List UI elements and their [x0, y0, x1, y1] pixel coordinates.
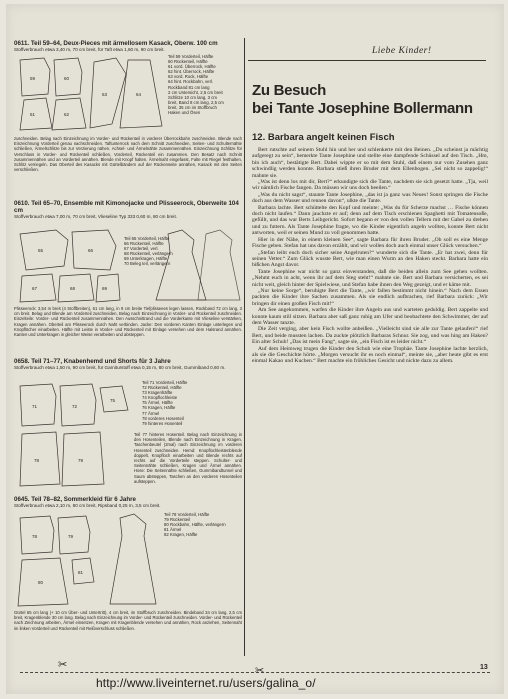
svg-text:61: 61	[30, 112, 36, 117]
story-paragraph: Bert rutschte auf seinem Stuhl hin und her und schlenkerte mit den Beinen. „Du scheinst ja mächtig aufgeregt zu sein“, bemerkte Tante Josephine und stellte eine dampfende Schüssel auf den Tisch. „Hm, bin ich auch“, bestätigte Bert. Dabei wippte er so mit dem Stuhl, daß einem nur vom Zusehen ganz schwindlig werden konnte. Barbara stieß ihren Bruder mit dem Ellenbogen. „Sei nicht so zappelig!“ mahnte sie.	[252, 147, 488, 179]
svg-text:60: 60	[64, 76, 70, 81]
pattern-legend-0645: Teil 78 Vorderteil, Hälfte 79 Rückenteil 80 Rockbahn, Hälfte, verlängern 81 Ärmel 82 Kragen, Hälfte	[164, 512, 226, 538]
pattern-diagram-0611	[16, 54, 166, 132]
pattern-section-0611	[14, 40, 242, 173]
svg-text:66: 66	[88, 248, 94, 253]
pattern-diagram-0658	[16, 380, 136, 490]
svg-text:62: 62	[64, 112, 70, 117]
svg-text:72: 72	[72, 404, 78, 409]
pattern-section-0610	[14, 200, 242, 338]
svg-text:65: 65	[38, 248, 44, 253]
section-title: 0658. Teil 71–77, Knabenhemd und Shorts für 3 Jahre	[14, 358, 171, 365]
story-paragraph: Am See angekommen, warfen die Kinder ihre Angeln aus und warteten geduldig. Bert zappelte und konnte kaum still sitzen. Barbara aber saß ganz ruhig am Ufer und beobachtete den Schwimmer, der auf dem Wasser tanzte.	[252, 307, 488, 326]
story-paragraph: Die Zeit verging, aber kein Fisch wollte anbeißen. „Vielleicht sind sie alle zur Tante gelaufen!“ rief Bert, und beide mussten lachen. Da zuckte plötzlich Barbaras Schnur. Sie zog, und was hing am Haken? Ein alter Schuh! „Das ist mein Fang“, sagte sie, „ein Fisch ist es leider nicht.“	[252, 326, 488, 346]
page-number: 13	[480, 664, 488, 671]
svg-text:71: 71	[32, 404, 38, 409]
svg-text:59: 59	[30, 76, 36, 81]
section-title: 0610. Teil 65–70, Ensemble mit Kimonojacke und Plisseerock, Oberweite 104 cm	[14, 200, 239, 214]
section-instructions: Plisseerock: 3,54 m breit (4 Stoffbreiten), 61 cm lang, in 9 cm breite Tiefplisseees legen lassen, Rockband 72 cm lang, 3 cm breit. Belag und Blende am Vorderteil zuschneiden, Belag nach Einzeichnung in Vorder- und Rückenteil zuschneiden. Einzelteile: Vorder- und Rückenteil zusammennähen. Den Ausschnittrand und die Vorderkante mit Vlieseline verstärken, Kragen annähen. Oberteil am Plisseerock durch Naht verbinden. Jacke: Den vorderen Kanten Einlage unterlegen und Knopflöcher einarbeiten. Hälfte mit Leiste in Vorder- und Rückenteil mit Einlage versehen und dem Halsrand annähen. Kanten und Unterkragen in gleicher Weise verarbeiten und absteppen.	[14, 306, 242, 338]
pattern-section-0645	[14, 496, 242, 631]
scissors-icon: ✂	[255, 665, 265, 677]
section-instructions-side: Teil 77 hinteres Hosenteil. Belag nach Einzeichnung in den Hosenteilen, Blende nach Einzeichnung in Kragen, Taschenbeutel (2mal) nach Einzeichnung im vorderen Hosenteil zuschneiden. Hemd: Knopflochleistenblende doppelt, Knopfloch einarbeiten und Blende rechts auf rechts auf die Vorderteile steppen. Schulter- und Seitennähte schließen, Kragen und Ärmel annähen. Hose: Die Seitennähte schließen, Gummibandtunnel und Saum absteppen, Taschen an den vorderen Hosenteilen aufsteppen.	[134, 432, 242, 484]
greeting-heading: Liebe Kinder!	[372, 46, 432, 56]
cut-line	[20, 672, 490, 673]
svg-text:78: 78	[34, 458, 40, 463]
svg-text:64: 64	[136, 92, 142, 97]
story-paragraph: „Was du nicht sagst“, staunte Tante Josephine, „das ist ja ganz was Neues! Sonst springen die Fische doch aus dem Wasser und rennen davon“, ulkte die Tante.	[252, 191, 488, 205]
story-paragraph: „Nur keine Sorge“, beruhigte Bert die Tante, „wir fallen bestimmt nicht hinein.“ Nach dem Essen packten die Kinder ihre Sachen zusammen. Als sie endlich aufbrachen, rief Barbara zurück: „Wir bringen dir einen großen Fisch mit!“	[252, 287, 488, 307]
svg-text:63: 63	[102, 92, 108, 97]
story-title-line1: Zu Besuch	[252, 82, 326, 99]
section-subtitle: Stoffverbrauch etwa 2,10 m, 80 cm breit, Ripsband 0,25 m, 3,5 cm breit.	[14, 503, 161, 508]
story-text	[252, 147, 488, 365]
svg-text:79: 79	[68, 534, 74, 539]
column-divider	[244, 38, 245, 656]
story-paragraph: Barbara lachte. Bert schüttelte den Kopf und meinte: „Was du für Scherze machst … Fische können doch nicht laufen.“ Dann jauchzte er auf; denn auf dem Tisch erschienen Spaghetti mit Tomatensoße, gefüllt, und das war Berts Leibgericht. Sofort begann er von den vollen Tellern mit der Gabel zu drehen und zu futtern. Als Tante Josephine fragte, wo die Kinder eigentlich angeln wollten, konnte Bert nicht antworten, weil er seinen Mund zu voll genommen hatte.	[252, 204, 488, 237]
section-instructions: Gürtel 65 cm lang (+ 10 cm Über- und Untertritt), 4 cm breit, im Stoffbruch zuschneiden. Bindeband 34 cm lang, 2,5 cm breit, Kragenblende 30 cm lang. Belag nach Einzeichnung im Vorder- und Rückenteil zuschneiden. Vorder- und Rückenteil nach Zeichnung arbeiten, Ärmel einsetzen, Kragen mit Kragenblende versehen und annähen, Rock anziehen, Seitennaht im linken Vorderteil und Rückenteil mit Reißverschluss schließen.	[14, 610, 242, 631]
story-paragraph: Hier in der Nähe, in einem kleinen See“, sagte Barbara für ihren Bruder. „Ob soll es eine Menge Fische geben. Stefan hat uns davon erzählt, und wir wollen doch auch einmal unser Glück versuchen.“	[252, 236, 488, 250]
header-rule	[248, 60, 486, 61]
section-subtitle: Stoffverbrauch etwa 3,40 m, 70 cm breit, für Taft etwa 1,60 m, 90 cm breit.	[14, 47, 165, 52]
svg-text:75: 75	[110, 398, 116, 403]
svg-text:68: 68	[70, 286, 76, 291]
story-paragraph: „Was ist denn los mit dir, Bert?“ erkundigte sich die Tante, nachdem sie sich gesetzt hatte. „Tja, weil wir nämlich Fische fangen. Da müssen wir uns doch beeilen.“	[252, 179, 488, 192]
svg-text:79: 79	[78, 458, 84, 463]
scissors-icon: ✂	[58, 659, 68, 671]
svg-text:80: 80	[38, 580, 44, 585]
story-paragraph: Tante Josephine war nicht so ganz einverstanden, daß die beiden allein zum See gehen wollten. „Nehmt euch in acht, wenn ihr auf dem Steg steht!“ mahnte sie. Bert und Barbara versicherten, es sei nicht weit, gleich hinter der Spielwiese, und Stefan habe ihnen den Weg gezeigt, und er käme mit.	[252, 268, 488, 288]
svg-text:69: 69	[102, 286, 108, 291]
section-subtitle: Stoffverbrauch etwa 1,50 m, 90 cm breit, für Garniturstoff etwa 0,15 m, 80 cm breit, Gummiband 0,60 m.	[14, 365, 226, 370]
story-title-line2: bei Tante Josephine Bollermann	[252, 100, 473, 117]
section-subtitle: Stoffverbrauch etwa 7,00 m, 70 cm breit, Vlieseline Typ 333 0,60 m, 80 cm breit.	[14, 214, 177, 219]
section-instructions: zuschneiden. Belag nach Einzeichnung im Vorder- und Rückenteil in vorderer Überrockbahn zuschneiden. Blende nach Einzeichnung Vorderteil genau nachschneiden. Taftunterrock nach dem Schnitt zuschneiden, Seiten- und Schulternähte schließen, Ärmelschlitze bis zur Verzierung nähen. Achsel- und Ärmelnähte zusammennähen. Einzeichnung Schlitze für Verschluss in Vorder- und Rückenteil schließen, Vorderteil, Rückenteil ein zusammen. Den Besatz nach Schnitt zusammennähen und an Vorderteil annähen. Blende mit Knopf halten. Ärmelnaht eingefasst, Falte mit Riegel festhalten, Schlitz verriegeln. Das Oberteil des Kasacks mit Gürtelbändern auf der Rückenseite annähen, Kasack mit den Seiten verschließen.	[14, 136, 242, 173]
pattern-legend-0611: Teil 59 Vorderteil, Hälfte 60 Rückenteil, Hälfte 61 vord. Überrock, Hälfte 62 hint. Überrock, Hälfte 63 vord. Rock, Hälfte 64 hint. Rockbahn, verl. Rockband 81 cm lang 2 cm Untersicht, 2,5 cm breit Schlitze 10 cm lang, 3 cm breit, Band 8 cm lang, 2,5 cm breit, 35 cm im Stoffbruch Haken und Ösen	[168, 54, 224, 116]
section-title: 0611. Teil 59–64, Deux-Pieces mit ärmellosem Kasack, Oberw. 100 cm	[14, 40, 218, 47]
story-paragraph: Auf dem Heimweg trugen die Kinder den Schuh wie eine Trophäe. Tante Josephine lachte herzlich, als sie die Geschichte hörte. „Morgen versucht ihr es noch einmal“, meinte sie, „aber heute gibt es erst einmal Kakao und Kuchen.“ Bert machte ein fröhliches Gesicht und nickte dazu zu allem.	[252, 345, 488, 365]
section-title: 0645. Teil 78–82, Sommerkleid für 6 Jahre	[14, 496, 136, 503]
svg-text:67: 67	[32, 286, 38, 291]
pattern-diagram-0645	[16, 512, 166, 608]
svg-text:81: 81	[78, 570, 84, 575]
pattern-legend-0610: Teil 65 Vorderteil, Hälfte 66 Rückenteil, Hälfte 67 Vorderteil, verl. 68 Rückenteil, verlängern 69 Unterkragen, Hälfte 70 Beleg teil, verlängern	[124, 236, 173, 267]
pattern-legend-0658: Teil 71 Vorderteil, Hälfte 72 Rückenteil, Hälfte 73 Kragenhälfte 74 Knopflochleiste 75 Ärmel, Hälfte 76 Kragen, Hälfte 77 Ärmel 78 vorderes Hosenteil 79 hinteres Hosenteil	[142, 380, 188, 426]
pattern-section-0658	[14, 358, 242, 484]
chapter-heading: 12. Barbara angelt keinen Fisch	[252, 132, 395, 143]
svg-text:78: 78	[32, 534, 38, 539]
watermark-url: http://www.liveinternet.ru/users/galina_o/	[96, 676, 316, 690]
story-paragraph: „Stefan leiht euch doch sicher seine Angelruten?“ wunderte sich die Tante. „Er hat zwei, denn für seinen Vetter.“ Zum Glück wusste Bert, wie man einen Wurm an den Haken steckt. Barbara hatte ein bißchen Angst davor.	[252, 249, 488, 269]
